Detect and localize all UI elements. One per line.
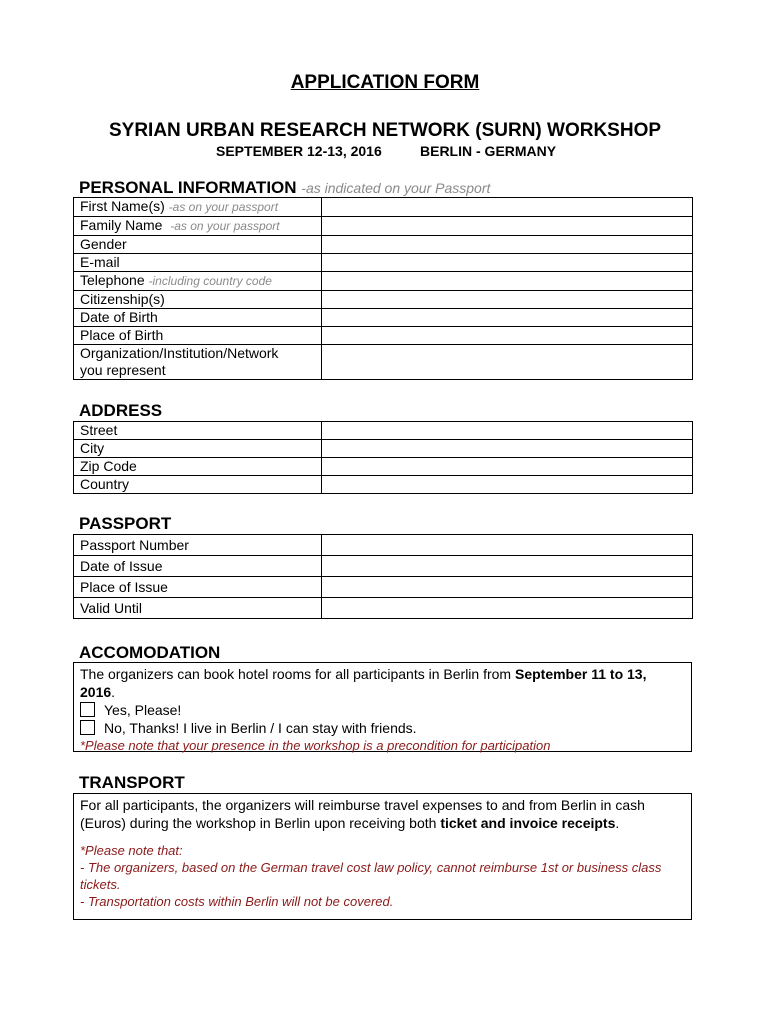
- table-row: [74, 535, 693, 556]
- hint-text: -as on your passport: [170, 219, 280, 233]
- row-label: Country: [74, 476, 322, 494]
- address-table: [73, 421, 693, 494]
- option-yes[interactable]: [80, 701, 685, 719]
- label-text: Organization/Institution/Network: [80, 345, 279, 361]
- row-label: Passport Number: [74, 535, 322, 556]
- personal-heading: [79, 178, 490, 198]
- personal-heading-note: -as indicated on your Passport: [301, 180, 491, 196]
- form-title: APPLICATION FORM: [290, 72, 480, 93]
- accommodation-text-post: .: [111, 684, 116, 700]
- row-label: [74, 217, 322, 236]
- row-label: Gender: [74, 236, 322, 254]
- transport-note-1: - The organizers, based on the German travel cost law policy, cannot reimburse 1st or business class tickets.: [80, 860, 662, 892]
- table-row: [74, 291, 693, 309]
- hint-text: -as on your passport: [168, 200, 279, 214]
- accommodation-text: [80, 665, 685, 701]
- table-row: [74, 556, 693, 577]
- personal-heading-text: PERSONAL INFORMATION: [79, 178, 297, 197]
- family-name-field[interactable]: [322, 217, 693, 236]
- row-label: City: [74, 440, 322, 458]
- label-text: Telephone: [80, 272, 145, 288]
- row-label: Place of Birth: [74, 327, 322, 345]
- table-row: [74, 272, 693, 291]
- table-row: [74, 198, 693, 217]
- row-label: [74, 198, 322, 217]
- table-row: [74, 476, 693, 494]
- passport-heading: PASSPORT: [79, 514, 172, 533]
- telephone-field[interactable]: [322, 272, 693, 291]
- transport-note-title: *Please note that:: [80, 843, 183, 858]
- table-row: [74, 327, 693, 345]
- accommodation-box: [73, 662, 692, 752]
- row-label: Valid Until: [74, 598, 322, 619]
- table-row: [74, 422, 693, 440]
- email-field[interactable]: [322, 254, 693, 272]
- table-row: [74, 254, 693, 272]
- passport-number-field[interactable]: [322, 535, 693, 556]
- row-label: Date of Issue: [74, 556, 322, 577]
- transport-note: [80, 842, 685, 910]
- transport-note-2: - Transportation costs within Berlin will not be covered.: [80, 894, 394, 909]
- table-row: [74, 217, 693, 236]
- row-label: Date of Birth: [74, 309, 322, 327]
- street-field[interactable]: [322, 422, 693, 440]
- option-yes-label: Yes, Please!: [104, 702, 182, 718]
- passport-table: [73, 534, 693, 619]
- table-row: [74, 440, 693, 458]
- table-row: [74, 458, 693, 476]
- transport-heading: TRANSPORT: [79, 773, 185, 792]
- option-no[interactable]: [80, 719, 685, 737]
- table-row: [74, 577, 693, 598]
- table-row: [74, 598, 693, 619]
- table-row: [74, 309, 693, 327]
- table-row: [74, 345, 693, 380]
- transport-box: [73, 793, 692, 920]
- checkbox-no[interactable]: [80, 720, 95, 735]
- citizenship-field[interactable]: [322, 291, 693, 309]
- transport-text-pre: For all participants, the organizers will reimburse travel expenses to and from Berlin in cash (Euros) during the workshop in Berlin upon receiving both: [80, 797, 645, 831]
- accommodation-note: *Please note that your presence in the workshop is a precondition for participation: [80, 738, 551, 753]
- transport-text: [80, 796, 685, 832]
- row-label: E-mail: [74, 254, 322, 272]
- date-of-birth-field[interactable]: [322, 309, 693, 327]
- workshop-title: SYRIAN URBAN RESEARCH NETWORK (SURN) WORKSHOP: [108, 120, 662, 141]
- place-of-issue-field[interactable]: [322, 577, 693, 598]
- zip-code-field[interactable]: [322, 458, 693, 476]
- label-text: Family Name: [80, 217, 163, 233]
- hint-text: -including country code: [148, 274, 272, 288]
- address-heading: ADDRESS: [79, 401, 163, 420]
- workshop-location: BERLIN - GERMANY: [420, 143, 557, 159]
- country-field[interactable]: [322, 476, 693, 494]
- label-text-2: you represent: [80, 362, 166, 378]
- row-label: Zip Code: [74, 458, 322, 476]
- place-of-birth-field[interactable]: [322, 327, 693, 345]
- row-label: Citizenship(s): [74, 291, 322, 309]
- workshop-dates: SEPTEMBER 12-13, 2016: [216, 143, 382, 159]
- personal-table: [73, 197, 693, 380]
- city-field[interactable]: [322, 440, 693, 458]
- organization-field[interactable]: [322, 345, 693, 380]
- transport-text-post: .: [615, 815, 620, 831]
- row-label: Street: [74, 422, 322, 440]
- transport-text-bold: ticket and invoice receipts: [440, 815, 616, 831]
- date-of-issue-field[interactable]: [322, 556, 693, 577]
- label-text: First Name(s): [80, 198, 165, 214]
- accommodation-text-bold: September 11 to 13, 2016: [80, 666, 647, 700]
- valid-until-field[interactable]: [322, 598, 693, 619]
- accommodation-heading: ACCOMODATION: [79, 643, 221, 662]
- row-label: [74, 345, 322, 380]
- checkbox-yes[interactable]: [80, 702, 95, 717]
- table-row: [74, 236, 693, 254]
- option-no-label: No, Thanks! I live in Berlin / I can stay with friends.: [104, 720, 417, 736]
- first-name-field[interactable]: [322, 198, 693, 217]
- row-label: Place of Issue: [74, 577, 322, 598]
- accommodation-text-pre: The organizers can book hotel rooms for all participants in Berlin from: [80, 666, 515, 682]
- row-label: [74, 272, 322, 291]
- gender-field[interactable]: [322, 236, 693, 254]
